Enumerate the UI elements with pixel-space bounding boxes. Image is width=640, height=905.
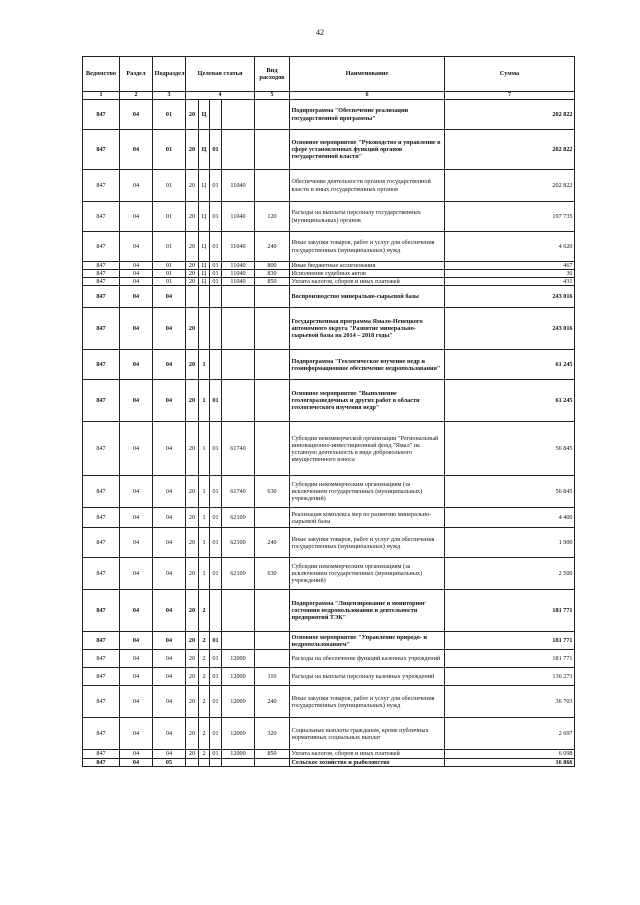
cell-target-program: 20: [186, 476, 199, 508]
cell-vid: 630: [255, 558, 290, 590]
cell-sum: 202 822: [445, 130, 575, 170]
cell-target-subprogram: Ц: [199, 278, 210, 286]
cell-sum: 16 866: [445, 758, 575, 766]
cell-vid: [255, 380, 290, 422]
cell-target-subprogram: 2: [199, 632, 210, 650]
cell-sum: 1 900: [445, 528, 575, 558]
cell-sum: 243 016: [445, 308, 575, 350]
table-row: [83, 718, 575, 750]
cell-podrazdel: 04: [153, 308, 186, 350]
cell-target-event: [210, 758, 222, 766]
cell-target-event: [210, 100, 222, 130]
cell-razdel: 04: [120, 758, 153, 766]
cell-target-subprogram: Ц: [199, 170, 210, 202]
cell-ved: 847: [83, 422, 120, 476]
table-row: [83, 380, 575, 422]
cell-target-direction: [222, 632, 255, 650]
cell-name: Реализация комплекса мер по развитию минерально-сырьевой базы: [290, 508, 445, 528]
cell-ved: 847: [83, 262, 120, 270]
cell-name: Сельское хозяйство и рыболовство: [290, 758, 445, 766]
header-summa: Сумма: [445, 57, 575, 92]
cell-target-direction: 12000: [222, 668, 255, 686]
cell-sum: 4 620: [445, 232, 575, 262]
cell-razdel: 04: [120, 476, 153, 508]
col-number: 6: [290, 92, 445, 100]
cell-ved: 847: [83, 270, 120, 278]
cell-target-program: 20: [186, 308, 199, 350]
cell-sum: 2 697: [445, 718, 575, 750]
cell-target-subprogram: 1: [199, 476, 210, 508]
cell-target-subprogram: 1: [199, 422, 210, 476]
cell-razdel: 04: [120, 308, 153, 350]
cell-razdel: 04: [120, 170, 153, 202]
cell-target-direction: 11040: [222, 270, 255, 278]
cell-vid: 320: [255, 718, 290, 750]
cell-target-subprogram: 2: [199, 686, 210, 718]
cell-name: Подпрограмма "Геологическое изучение недр и геоинформационное обеспечение недропользования": [290, 350, 445, 380]
cell-sum: 181 771: [445, 590, 575, 632]
cell-name: Расходы на обеспечение функций казенных учреждений: [290, 650, 445, 668]
cell-razdel: 04: [120, 202, 153, 232]
cell-target-program: 20: [186, 278, 199, 286]
cell-podrazdel: 01: [153, 202, 186, 232]
cell-target-program: 20: [186, 750, 199, 758]
cell-sum: 61 245: [445, 350, 575, 380]
cell-vid: 120: [255, 202, 290, 232]
cell-target-event: 01: [210, 668, 222, 686]
cell-target-event: 01: [210, 508, 222, 528]
cell-target-event: 01: [210, 528, 222, 558]
cell-podrazdel: 01: [153, 262, 186, 270]
cell-ved: 847: [83, 286, 120, 308]
cell-target-subprogram: Ц: [199, 232, 210, 262]
cell-ved: 847: [83, 758, 120, 766]
cell-vid: 630: [255, 476, 290, 508]
cell-target-direction: 62100: [222, 558, 255, 590]
cell-podrazdel: 04: [153, 686, 186, 718]
cell-target-subprogram: 1: [199, 380, 210, 422]
cell-vid: [255, 170, 290, 202]
table-row: [83, 350, 575, 380]
cell-razdel: 04: [120, 686, 153, 718]
cell-podrazdel: 04: [153, 718, 186, 750]
cell-target-program: 20: [186, 262, 199, 270]
cell-ved: 847: [83, 650, 120, 668]
cell-target-event: [210, 350, 222, 380]
cell-target-program: 20: [186, 718, 199, 750]
cell-target-program: 20: [186, 270, 199, 278]
cell-target-event: [210, 286, 222, 308]
header-razdel: Раздел: [120, 57, 153, 92]
cell-target-program: 20: [186, 686, 199, 718]
cell-target-direction: [222, 350, 255, 380]
cell-vid: 240: [255, 686, 290, 718]
cell-target-program: 20: [186, 590, 199, 632]
col-number: 4: [186, 92, 255, 100]
cell-name: Исполнение судебных актов: [290, 270, 445, 278]
cell-target-subprogram: Ц: [199, 202, 210, 232]
table-row: [83, 286, 575, 308]
cell-ved: 847: [83, 750, 120, 758]
cell-target-event: [210, 590, 222, 632]
cell-target-program: 20: [186, 650, 199, 668]
cell-razdel: 04: [120, 422, 153, 476]
cell-target-program: 20: [186, 422, 199, 476]
cell-razdel: 04: [120, 528, 153, 558]
cell-target-program: 20: [186, 558, 199, 590]
cell-target-subprogram: 2: [199, 590, 210, 632]
cell-target-direction: 11040: [222, 202, 255, 232]
cell-name: Основное мероприятие "Управление природо- и недропользованием": [290, 632, 445, 650]
cell-target-direction: 11040: [222, 170, 255, 202]
header-ved: Ведомство: [83, 57, 120, 92]
cell-target-event: 01: [210, 380, 222, 422]
cell-razdel: 04: [120, 668, 153, 686]
cell-podrazdel: 04: [153, 476, 186, 508]
cell-target-subprogram: 2: [199, 750, 210, 758]
cell-podrazdel: 04: [153, 286, 186, 308]
cell-target-program: 20: [186, 350, 199, 380]
cell-target-event: 01: [210, 686, 222, 718]
cell-sum: 36: [445, 270, 575, 278]
cell-razdel: 04: [120, 232, 153, 262]
cell-razdel: 04: [120, 278, 153, 286]
cell-ved: 847: [83, 232, 120, 262]
cell-vid: [255, 422, 290, 476]
cell-podrazdel: 04: [153, 750, 186, 758]
table-row: [83, 278, 575, 286]
table-row: [83, 508, 575, 528]
table-row: [83, 170, 575, 202]
cell-target-direction: [222, 758, 255, 766]
cell-target-direction: 61740: [222, 476, 255, 508]
cell-target-subprogram: 1: [199, 558, 210, 590]
table-row: [83, 558, 575, 590]
cell-sum: 56 845: [445, 476, 575, 508]
cell-sum: 4 400: [445, 508, 575, 528]
page-number: 42: [316, 28, 324, 37]
cell-vid: 240: [255, 528, 290, 558]
cell-target-direction: 62100: [222, 528, 255, 558]
cell-name: Государственная программа Ямало-Ненецкого автономного округа "Развитие минерально-сырьевой базы на 2014 – 2018 годы": [290, 308, 445, 350]
cell-razdel: 04: [120, 350, 153, 380]
cell-target-program: 20: [186, 170, 199, 202]
cell-target-event: 01: [210, 650, 222, 668]
cell-target-subprogram: Ц: [199, 262, 210, 270]
cell-ved: 847: [83, 508, 120, 528]
table-row: [83, 750, 575, 758]
cell-target-direction: 12000: [222, 650, 255, 668]
cell-sum: 202 822: [445, 170, 575, 202]
table-row: [83, 668, 575, 686]
cell-ved: 847: [83, 202, 120, 232]
cell-name: Подпрограмма "Лицензирование и мониторинг состояния недропользования и деятельности предприятий ТЭК": [290, 590, 445, 632]
cell-target-direction: [222, 286, 255, 308]
cell-target-direction: [222, 308, 255, 350]
cell-vid: [255, 650, 290, 668]
cell-name: Основное мероприятие "Выполнение геологоразведочных и других работ в области геологического изучения недр": [290, 380, 445, 422]
cell-podrazdel: 01: [153, 278, 186, 286]
cell-name: Обеспечение деятельности органов государственной власти и иных государственных органов: [290, 170, 445, 202]
table-row: [83, 262, 575, 270]
cell-podrazdel: 05: [153, 758, 186, 766]
cell-sum: 431: [445, 278, 575, 286]
table-row: [83, 308, 575, 350]
cell-target-event: 01: [210, 202, 222, 232]
cell-name: Социальные выплаты гражданам, кроме публичных нормативных социальных выплат: [290, 718, 445, 750]
cell-target-direction: 11040: [222, 262, 255, 270]
cell-vid: [255, 100, 290, 130]
cell-target-program: [186, 758, 199, 766]
cell-target-program: 20: [186, 100, 199, 130]
cell-sum: 202 822: [445, 100, 575, 130]
cell-target-event: 01: [210, 632, 222, 650]
cell-target-program: 20: [186, 202, 199, 232]
cell-target-program: 20: [186, 130, 199, 170]
cell-target-event: 01: [210, 558, 222, 590]
table-row: [83, 202, 575, 232]
table-row: [83, 528, 575, 558]
cell-target-subprogram: 1: [199, 350, 210, 380]
cell-podrazdel: 01: [153, 100, 186, 130]
table-row: [83, 422, 575, 476]
cell-target-subprogram: Ц: [199, 100, 210, 130]
table-row: [83, 232, 575, 262]
col-number: 3: [153, 92, 186, 100]
cell-vid: 240: [255, 232, 290, 262]
table-body: [83, 100, 575, 767]
col-number: 5: [255, 92, 290, 100]
cell-target-subprogram: 2: [199, 718, 210, 750]
cell-vid: [255, 286, 290, 308]
cell-target-direction: 61740: [222, 422, 255, 476]
cell-vid: [255, 590, 290, 632]
cell-target-direction: 12000: [222, 718, 255, 750]
cell-sum: 467: [445, 262, 575, 270]
cell-vid: 850: [255, 278, 290, 286]
cell-target-subprogram: 1: [199, 508, 210, 528]
cell-name: Субсидии некоммерческим организациям (за исключением государственных (муниципальных) учреждений): [290, 476, 445, 508]
cell-vid: 800: [255, 262, 290, 270]
cell-target-subprogram: 2: [199, 650, 210, 668]
cell-target-program: 20: [186, 380, 199, 422]
cell-target-program: 20: [186, 528, 199, 558]
cell-target-subprogram: 2: [199, 668, 210, 686]
cell-target-program: 20: [186, 668, 199, 686]
cell-razdel: 04: [120, 508, 153, 528]
cell-podrazdel: 04: [153, 650, 186, 668]
col-number: 2: [120, 92, 153, 100]
cell-target-direction: [222, 590, 255, 632]
cell-vid: [255, 130, 290, 170]
cell-razdel: 04: [120, 632, 153, 650]
col-number: 1: [83, 92, 120, 100]
cell-target-subprogram: 1: [199, 528, 210, 558]
cell-podrazdel: 04: [153, 422, 186, 476]
cell-ved: 847: [83, 528, 120, 558]
cell-podrazdel: 04: [153, 508, 186, 528]
cell-sum: 136 273: [445, 668, 575, 686]
table-row: [83, 686, 575, 718]
cell-podrazdel: 04: [153, 380, 186, 422]
cell-vid: 110: [255, 668, 290, 686]
cell-name: Уплата налогов, сборов и иных платежей: [290, 278, 445, 286]
cell-target-event: 01: [210, 278, 222, 286]
cell-razdel: 04: [120, 130, 153, 170]
cell-target-direction: 12000: [222, 750, 255, 758]
cell-target-direction: [222, 100, 255, 130]
cell-name: Расходы на выплаты персоналу казенных учреждений: [290, 668, 445, 686]
cell-vid: [255, 308, 290, 350]
cell-target-program: 20: [186, 632, 199, 650]
cell-name: Субсидия некоммерческой организации "Региональный инновационно-инвестиционный фонд "Ямал" на уставную деятельность в виде добровольного имущественного взноса: [290, 422, 445, 476]
table-row: [83, 650, 575, 668]
cell-ved: 847: [83, 686, 120, 718]
cell-name: Иные закупки товаров, работ и услуг для обеспечения государственных (муниципальных) нужд: [290, 528, 445, 558]
table-row: [83, 632, 575, 650]
cell-name: Иные бюджетные ассигнования: [290, 262, 445, 270]
cell-ved: 847: [83, 558, 120, 590]
cell-name: Подпрограмма "Обеспечение реализации государственной программы": [290, 100, 445, 130]
cell-target-event: 01: [210, 170, 222, 202]
cell-ved: 847: [83, 308, 120, 350]
cell-name: Иные закупки товаров, работ и услуг для обеспечения государственных (муниципальных) нужд: [290, 686, 445, 718]
cell-sum: 6 098: [445, 750, 575, 758]
cell-podrazdel: 04: [153, 528, 186, 558]
cell-vid: [255, 632, 290, 650]
cell-podrazdel: 04: [153, 668, 186, 686]
cell-razdel: 04: [120, 380, 153, 422]
col-number: 7: [445, 92, 575, 100]
cell-target-subprogram: Ц: [199, 130, 210, 170]
cell-ved: 847: [83, 476, 120, 508]
header-celevaya: Целевая статья: [186, 57, 255, 92]
cell-podrazdel: 04: [153, 632, 186, 650]
cell-podrazdel: 01: [153, 232, 186, 262]
cell-ved: 847: [83, 278, 120, 286]
table-row: [83, 130, 575, 170]
header-podrazdel: Подраздел: [153, 57, 186, 92]
cell-target-event: 01: [210, 130, 222, 170]
cell-ved: 847: [83, 380, 120, 422]
cell-vid: [255, 758, 290, 766]
cell-ved: 847: [83, 718, 120, 750]
cell-ved: 847: [83, 100, 120, 130]
header-vid: Вид расходов: [255, 57, 290, 92]
table-row: [83, 270, 575, 278]
cell-name: Воспроизводство минерально-сырьевой базы: [290, 286, 445, 308]
cell-name: Субсидии некоммерческим организациям (за исключением государственных (муниципальных) учреждений): [290, 558, 445, 590]
cell-target-direction: [222, 380, 255, 422]
table-row: [83, 476, 575, 508]
cell-razdel: 04: [120, 270, 153, 278]
cell-podrazdel: 01: [153, 170, 186, 202]
cell-podrazdel: 01: [153, 270, 186, 278]
header-row: [83, 57, 575, 92]
cell-podrazdel: 04: [153, 350, 186, 380]
table-row: [83, 758, 575, 766]
cell-target-event: 01: [210, 270, 222, 278]
cell-sum: 56 845: [445, 422, 575, 476]
cell-target-event: [210, 308, 222, 350]
cell-target-event: 01: [210, 422, 222, 476]
column-number-row: [83, 92, 575, 100]
cell-ved: 847: [83, 632, 120, 650]
cell-target-event: 01: [210, 750, 222, 758]
cell-name: Иные закупки товаров, работ и услуг для обеспечения государственных (муниципальных) нужд: [290, 232, 445, 262]
cell-target-direction: 11040: [222, 232, 255, 262]
cell-target-program: 20: [186, 232, 199, 262]
cell-name: Расходы на выплаты персоналу государственных (муниципальных) органов: [290, 202, 445, 232]
cell-name: Уплата налогов, сборов и иных платежей: [290, 750, 445, 758]
cell-razdel: 04: [120, 100, 153, 130]
cell-sum: 243 016: [445, 286, 575, 308]
cell-sum: 2 500: [445, 558, 575, 590]
cell-podrazdel: 01: [153, 130, 186, 170]
cell-ved: 847: [83, 590, 120, 632]
cell-target-program: 20: [186, 508, 199, 528]
cell-ved: 847: [83, 350, 120, 380]
cell-vid: 850: [255, 750, 290, 758]
cell-podrazdel: 04: [153, 590, 186, 632]
cell-target-direction: 62100: [222, 508, 255, 528]
header-naim: Наименование: [290, 57, 445, 92]
cell-sum: 61 245: [445, 380, 575, 422]
cell-target-direction: [222, 130, 255, 170]
cell-target-subprogram: [199, 286, 210, 308]
cell-podrazdel: 04: [153, 558, 186, 590]
cell-razdel: 04: [120, 286, 153, 308]
cell-target-event: 01: [210, 476, 222, 508]
cell-name: Основное мероприятие "Руководство и управление в сфере установленных функций органов государственной власти": [290, 130, 445, 170]
cell-ved: 847: [83, 170, 120, 202]
cell-vid: [255, 350, 290, 380]
cell-ved: 847: [83, 668, 120, 686]
table-row: [83, 590, 575, 632]
cell-target-subprogram: Ц: [199, 270, 210, 278]
table-row: [83, 100, 575, 130]
cell-razdel: 04: [120, 750, 153, 758]
cell-razdel: 04: [120, 590, 153, 632]
cell-target-direction: 12000: [222, 686, 255, 718]
cell-target-subprogram: [199, 308, 210, 350]
cell-sum: 181 771: [445, 650, 575, 668]
cell-target-subprogram: [199, 758, 210, 766]
cell-sum: 181 771: [445, 632, 575, 650]
cell-razdel: 04: [120, 718, 153, 750]
cell-target-event: 01: [210, 232, 222, 262]
cell-target-direction: 11040: [222, 278, 255, 286]
cell-target-program: [186, 286, 199, 308]
cell-razdel: 04: [120, 262, 153, 270]
cell-sum: 36 703: [445, 686, 575, 718]
cell-target-event: 01: [210, 262, 222, 270]
cell-razdel: 04: [120, 650, 153, 668]
cell-vid: 830: [255, 270, 290, 278]
budget-table: [82, 56, 575, 767]
cell-razdel: 04: [120, 558, 153, 590]
cell-target-event: 01: [210, 718, 222, 750]
cell-vid: [255, 508, 290, 528]
cell-ved: 847: [83, 130, 120, 170]
cell-sum: 197 735: [445, 202, 575, 232]
